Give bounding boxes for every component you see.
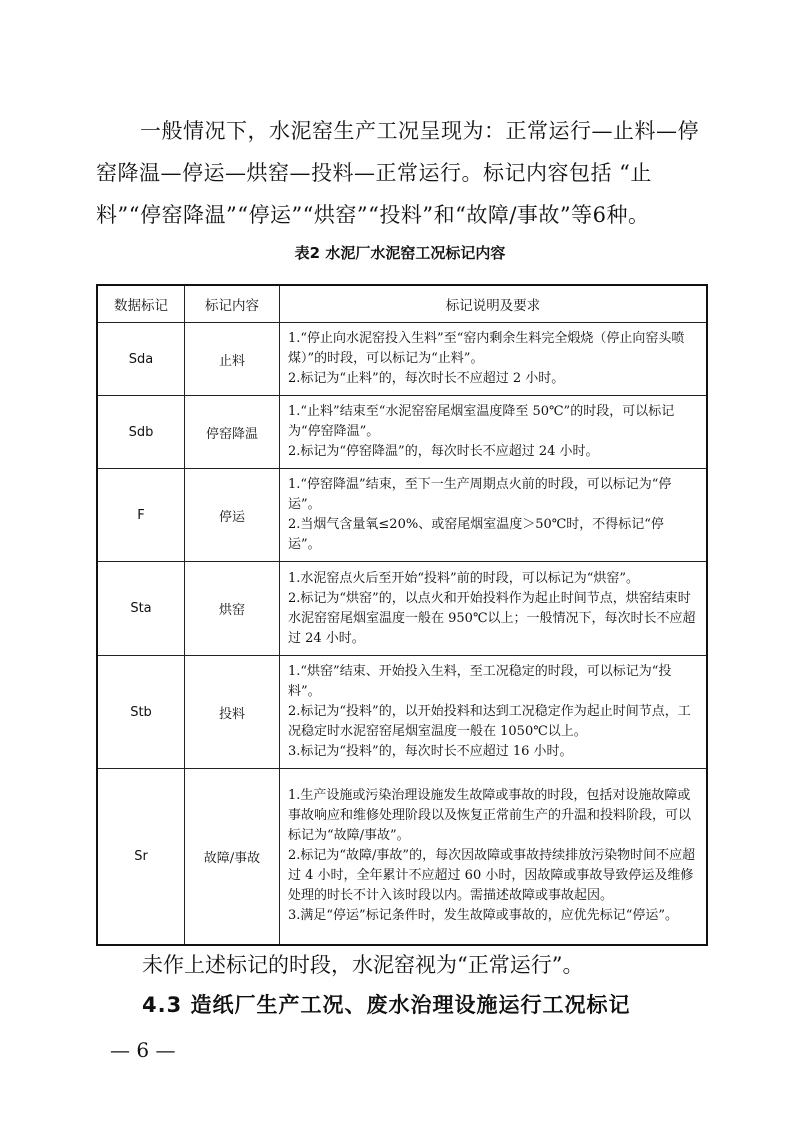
table-row (97, 469, 707, 562)
table-row (97, 396, 707, 469)
row-code: F (97, 469, 185, 562)
row-code: Sr (97, 769, 185, 945)
description-line: 1.水泥窑点火后至开始“投料”前的时段，可以标记为“烘窑”。 (288, 570, 639, 586)
row-code: Sda (97, 323, 185, 396)
row-description (280, 769, 708, 945)
row-name: 投料 (185, 656, 280, 769)
table-caption: 表2 水泥厂水泥窑工况标记内容 (294, 244, 506, 262)
table-row (97, 656, 707, 769)
description-line: 2.当烟气含量氧≤20%、或窑尾烟室温度＞50℃时，不得标记“停运”。 (288, 517, 664, 552)
row-description (280, 323, 708, 396)
description-line: 3.标记为“投料”的，每次时长不应超过 16 小时。 (288, 744, 573, 759)
row-name: 故障/事故 (185, 769, 280, 945)
row-name: 烘窑 (185, 562, 280, 656)
row-name: 止料 (185, 323, 280, 396)
description-line: 1.“烘窑”结束、开始投入生料，至工况稳定的时段，可以标记为“投料”。 (288, 664, 672, 699)
description-line: 1.“停止向水泥窑投入生料”至“窑内剩余生料完全煅烧（停止向窑头喷煤）”的时段，可以标记为“止料”。 (288, 331, 685, 366)
page-number: — 6 — (110, 1038, 176, 1062)
section-heading: 4.3 造纸厂生产工况、废水治理设施运行工况标记 (142, 993, 631, 1017)
description-line: 1.“停窑降温”结束，至下一生产周期点火前的时段，可以标记为“停运”。 (288, 477, 672, 512)
description-line: 3.满足“停运”标记条件时，发生故障或事故的，应优先标记“停运”。 (288, 908, 678, 924)
row-description (280, 562, 708, 656)
row-description (280, 656, 708, 769)
row-name: 停窑降温 (185, 396, 280, 469)
row-code: Stb (97, 656, 185, 769)
intro-paragraph: 一般情况下，水泥窑生产工况呈现为：正常运行—止料—停窑降温—停运—烘窑—投料—正常运行。标记内容包括 “止料”“停窑降温”“停运”“烘窑”“投料”和“故障/事故”等6种。 (96, 119, 699, 227)
description-line: 2.标记为“投料”的，以开始投料和达到工况稳定作为起止时间节点，工况稳定时水泥窑窑尾烟室温度一般在 1050℃以上。 (288, 704, 691, 739)
header-mark-description: 标记说明及要求 (280, 285, 708, 323)
row-code: Sta (97, 562, 185, 656)
description-line: 2.标记为“故障/事故”的，每次因故障或事故持续排放污染物时间不应超过 4 小时，全年累计不应超过 60 小时，因故障或事故导致停运及维修处理的时长不计入该时段以内。需描述故障或事故起因。 (288, 848, 696, 904)
row-description (280, 469, 708, 562)
description-line: 2.标记为“止料”的，每次时长不应超过 2 小时。 (288, 371, 565, 386)
table-row (97, 323, 707, 396)
header-mark-content: 标记内容 (185, 285, 280, 323)
description-line: 2.标记为“停窑降温”的，每次时长不应超过 24 小时。 (288, 444, 599, 459)
description-line: 2.标记为“烘窑”的，以点火和开始投料作为起止时间节点，烘窑结束时水泥窑窑尾烟室温度一般在 950℃以上；一般情况下，每次时长不应超过 24 小时。 (288, 590, 696, 646)
description-line: 1.“止料”结束至“水泥窑窑尾烟室温度降至 50℃”的时段，可以标记为“停窑降温”。 (288, 404, 675, 439)
header-data-mark: 数据标记 (97, 285, 185, 323)
row-description (280, 396, 708, 469)
after-table-paragraph: 未作上述标记的时段，水泥窑视为“正常运行”。 (142, 953, 584, 977)
work-condition-table (96, 284, 708, 946)
row-name: 停运 (185, 469, 280, 562)
description-line: 1.生产设施或污染治理设施发生故障或事故的时段，包括对设施故障或事故响应和维修处理阶段以及恢复正常前生产的升温和投料阶段，可以标记为“故障/事故”。 (288, 788, 692, 844)
table-header-row (97, 285, 707, 323)
table-row (97, 769, 707, 945)
table-row (97, 562, 707, 656)
row-code: Sdb (97, 396, 185, 469)
